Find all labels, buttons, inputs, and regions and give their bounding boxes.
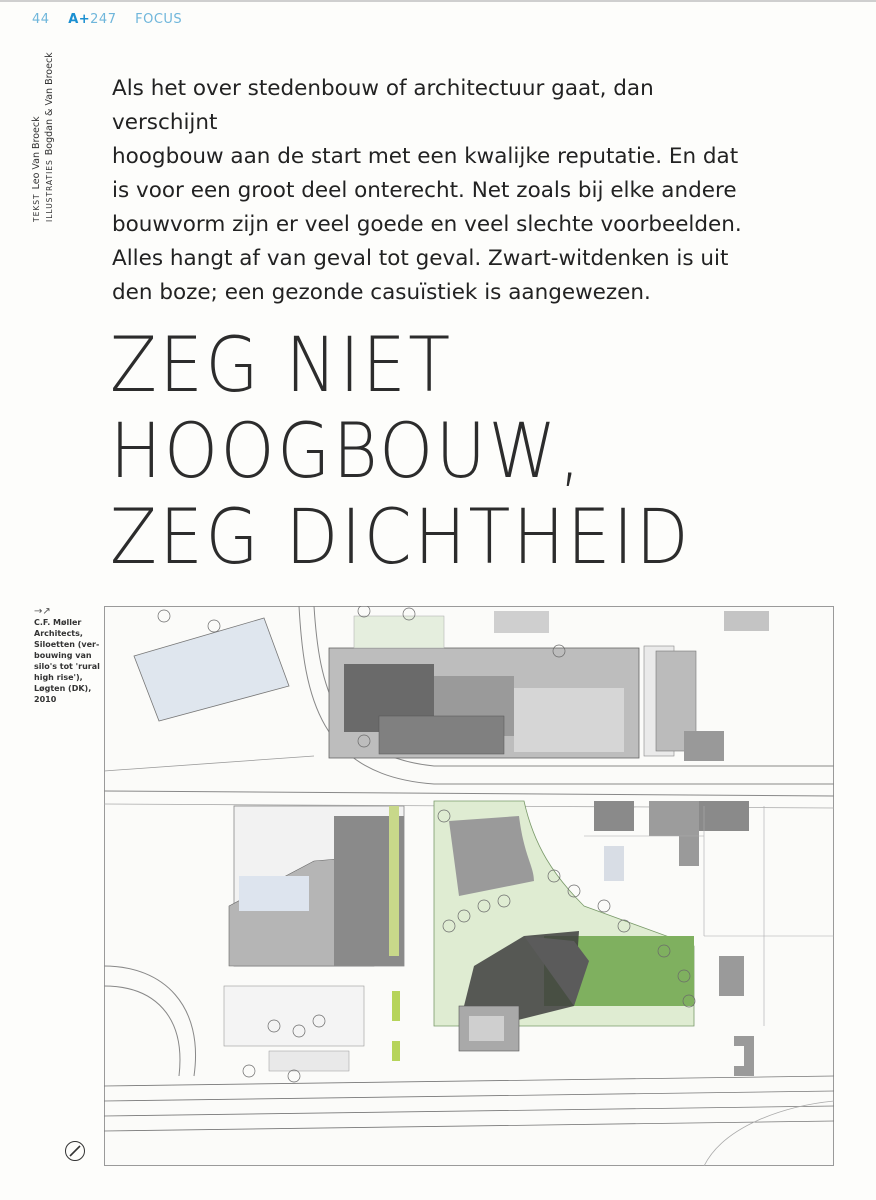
caption-line: silo's tot 'rural xyxy=(34,662,100,671)
north-arrow-icon xyxy=(64,1140,86,1162)
caption-line: Architects, xyxy=(34,629,83,638)
site-plan-illustration xyxy=(104,606,834,1166)
caption-line: Siloetten (ver- xyxy=(34,640,100,649)
section-label: FOCUS xyxy=(135,12,183,27)
caption-line: Løgten (DK), xyxy=(34,684,92,693)
intro-line: den boze; een gezonde casuïstiek is aangewezen. xyxy=(112,280,651,305)
caption-line: C.F. Møller xyxy=(34,618,82,627)
page-number: 44 xyxy=(32,12,50,27)
image-caption xyxy=(34,606,104,705)
magazine-number: 247 xyxy=(90,12,117,27)
magazine-prefix: A+ xyxy=(68,12,91,27)
caption-arrows: →↗ xyxy=(34,606,51,617)
intro-line: is voor een groot deel onterecht. Net zoals bij elke andere xyxy=(112,178,737,203)
illustrations-credit-author: Bogdan & Van Broeck xyxy=(44,52,55,156)
intro-line: hoogbouw aan de start met een kwalijke reputatie. En dat xyxy=(112,144,739,169)
intro-paragraph xyxy=(112,72,752,310)
intro-line: Als het over stedenbouw of architectuur gaat, dan verschijnt xyxy=(112,76,654,135)
magazine-issue xyxy=(68,12,116,27)
credits xyxy=(30,52,56,222)
illustrations-credit xyxy=(43,52,56,222)
title-line: ZEG NIET xyxy=(110,320,453,409)
title-line: HOOGBOUW, xyxy=(110,406,584,495)
caption-line: bouwing van xyxy=(34,651,92,660)
article-title xyxy=(110,322,691,580)
caption-line: 2010 xyxy=(34,695,57,704)
intro-line: Alles hangt af van geval tot geval. Zwart-witdenken is uit xyxy=(112,246,729,271)
text-credit-author: Leo Van Broeck xyxy=(31,116,42,190)
text-credit-label: TEKST xyxy=(32,193,41,222)
illustrations-credit-label: ILLUSTRATIES xyxy=(45,159,54,222)
text-credit xyxy=(30,52,43,222)
title-line: ZEG DICHTHEID xyxy=(110,492,692,581)
page-header xyxy=(32,12,182,27)
intro-line: bouwvorm zijn er veel goede en veel slechte voorbeelden. xyxy=(112,212,742,237)
top-rule xyxy=(0,0,876,2)
caption-line: high rise'), xyxy=(34,673,83,682)
